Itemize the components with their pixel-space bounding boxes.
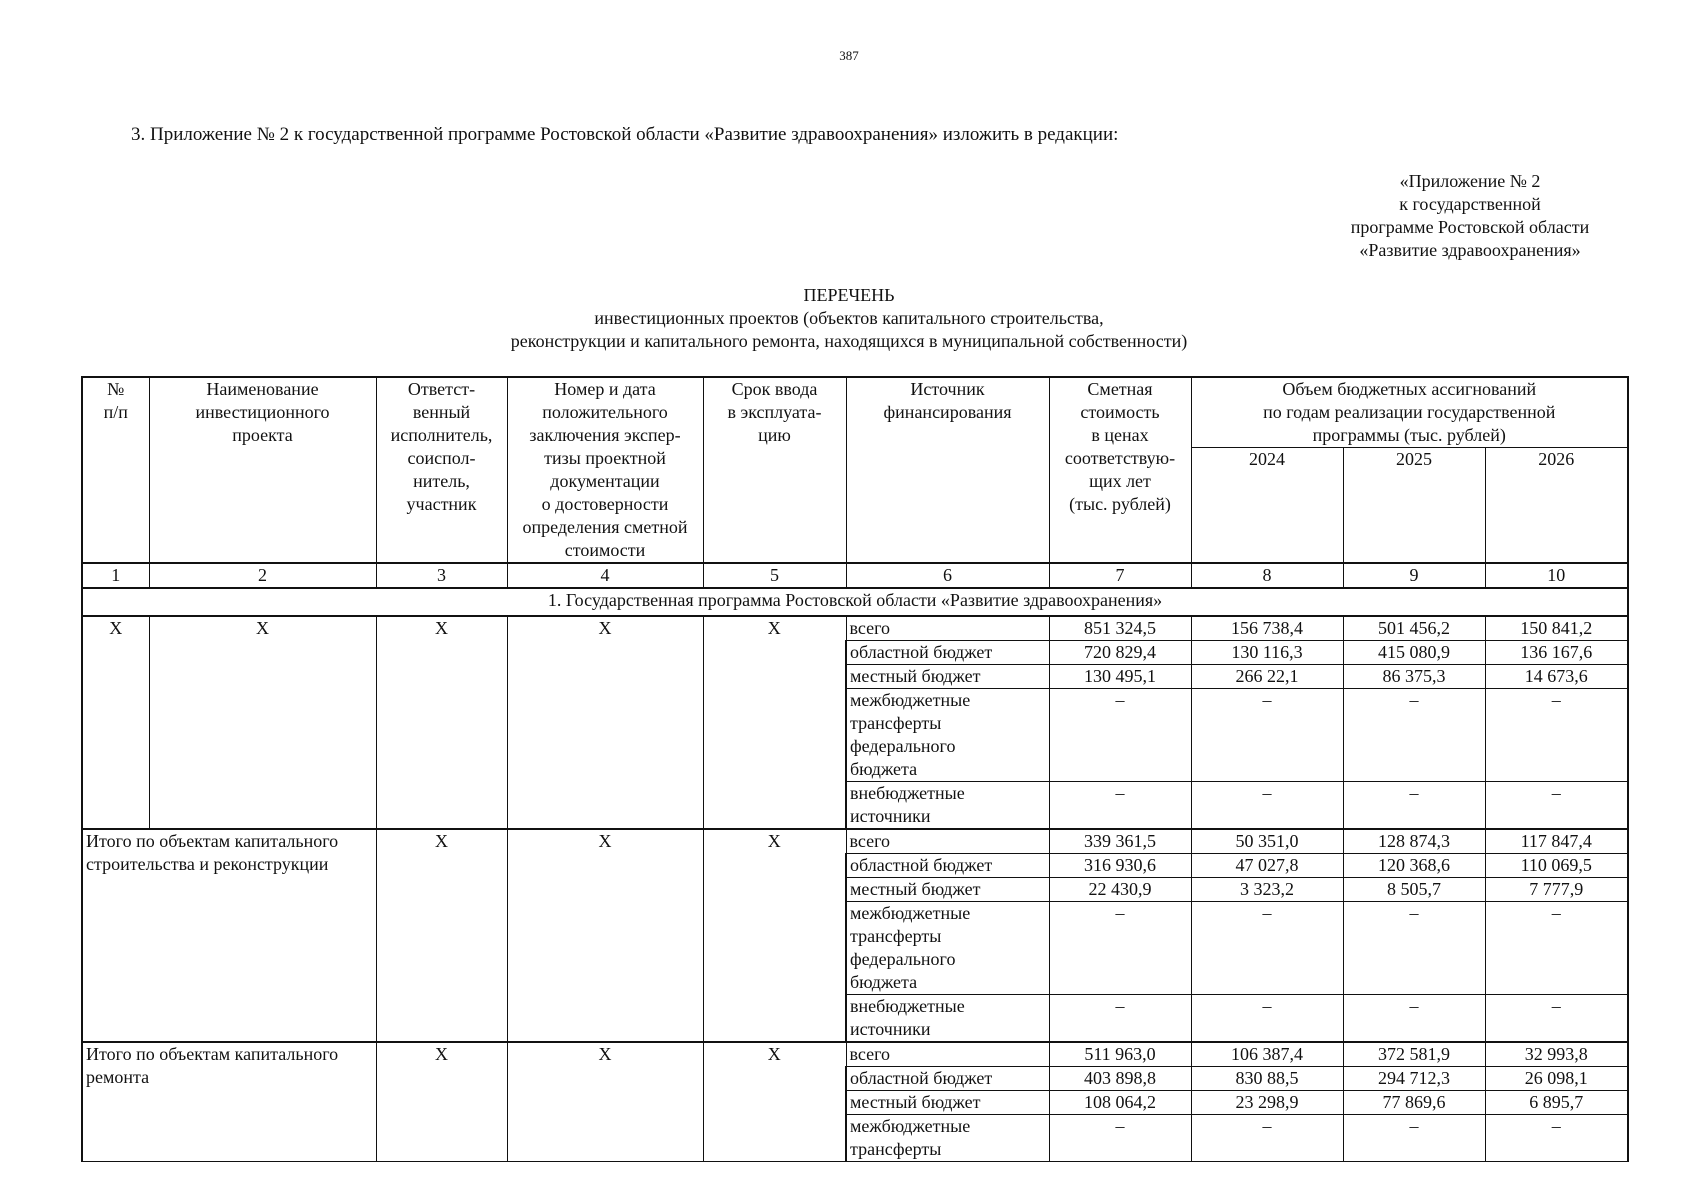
value-2025-cell: 294 712,3 (1343, 1067, 1485, 1091)
table-row (82, 829, 1628, 854)
funding-source-cell: всего (846, 829, 1049, 854)
value-2024-cell: 47 027,8 (1191, 854, 1343, 878)
header-year: 2026 (1485, 448, 1628, 564)
header-line: Объем бюджетных ассигнований (1282, 379, 1537, 399)
column-number: 8 (1191, 563, 1343, 588)
column-number: 1 (82, 563, 149, 588)
header-line: исполнитель, (390, 425, 493, 445)
header-line: Источник (910, 379, 985, 399)
funding-source-cell: местный бюджет (846, 665, 1049, 689)
value-2024-cell: 106 387,4 (1191, 1042, 1343, 1067)
header-line: о достоверности (541, 494, 669, 514)
value-2024-cell: – (1191, 902, 1343, 995)
header-project-name (149, 377, 376, 563)
funding-source-cell: областной бюджет (846, 641, 1049, 665)
funding-source-cell (846, 1115, 1049, 1162)
appendix-line: программе Ростовской области (1350, 217, 1590, 237)
value-2026-cell: 110 069,5 (1485, 854, 1628, 878)
header-line: в эксплуата- (727, 402, 822, 422)
commissioning-cell: X (703, 1042, 846, 1162)
block-name-line: строительства и реконструкции (86, 854, 329, 874)
section-title: 1. Государственная программа Ростовской области «Развитие здравоохранения» (82, 588, 1628, 616)
commissioning-cell: X (703, 616, 846, 829)
header-line: финансирования (883, 402, 1012, 422)
number-cell: X (82, 616, 149, 829)
funding-source-line: трансферты (850, 1139, 942, 1159)
responsible-cell: X (376, 1042, 507, 1162)
expertise-cell: X (507, 1042, 703, 1162)
funding-source-line: источники (850, 806, 931, 826)
header-commissioning (703, 377, 846, 563)
value-2025-cell: 372 581,9 (1343, 1042, 1485, 1067)
value-2025-cell: – (1343, 995, 1485, 1043)
value-2025-cell: – (1343, 782, 1485, 830)
header-expertise (507, 377, 703, 563)
funding-source-cell (846, 689, 1049, 782)
funding-source-line: бюджета (850, 759, 918, 779)
estimated-cost-cell: 130 495,1 (1049, 665, 1191, 689)
estimated-cost-cell: – (1049, 902, 1191, 995)
header-line: соиспол- (407, 448, 476, 468)
expertise-cell: X (507, 829, 703, 1042)
value-2025-cell: 120 368,6 (1343, 854, 1485, 878)
header-line: щих лет (1089, 471, 1151, 491)
title-line: реконструкции и капитального ремонта, находящихся в муниципальной собственности) (510, 331, 1188, 351)
table-row (82, 1042, 1628, 1067)
value-2026-cell: 6 895,7 (1485, 1091, 1628, 1115)
header-line: в ценах (1091, 425, 1149, 445)
header-line: проекта (232, 425, 293, 445)
value-2024-cell: 830 88,5 (1191, 1067, 1343, 1091)
header-year: 2024 (1191, 448, 1343, 564)
header-line: Срок ввода (731, 379, 818, 399)
header-line: тизы проектной (544, 448, 666, 468)
value-2025-cell: 86 375,3 (1343, 665, 1485, 689)
block-name-line: ремонта (86, 1067, 150, 1087)
estimated-cost-cell: – (1049, 689, 1191, 782)
value-2026-cell: 32 993,8 (1485, 1042, 1628, 1067)
investment-projects-table (81, 376, 1629, 1162)
value-2026-cell: 26 098,1 (1485, 1067, 1628, 1091)
header-line: Наименование (206, 379, 319, 399)
header-responsible (376, 377, 507, 563)
funding-source-line: внебюджетные (850, 783, 965, 803)
project-name-cell: X (149, 616, 376, 829)
value-2025-cell: 8 505,7 (1343, 878, 1485, 902)
funding-source-cell: областной бюджет (846, 1067, 1049, 1091)
header-line: венный (412, 402, 471, 422)
header-line: Номер и дата (554, 379, 656, 399)
table-row (82, 616, 1628, 641)
document-title (0, 284, 1698, 353)
column-number: 2 (149, 563, 376, 588)
funding-source-line: федерального (850, 949, 956, 969)
value-2026-cell: 117 847,4 (1485, 829, 1628, 854)
value-2024-cell: – (1191, 782, 1343, 830)
funding-source-cell (846, 995, 1049, 1043)
funding-source-line: трансферты (850, 926, 942, 946)
funding-source-line: источники (850, 1019, 931, 1039)
header-line: нитель, (413, 471, 470, 491)
value-2026-cell: – (1485, 995, 1628, 1043)
header-line: инвестиционного (195, 402, 330, 422)
header-line: (тыс. рублей) (1069, 494, 1171, 514)
commissioning-cell: X (703, 829, 846, 1042)
funding-source-line: межбюджетные (850, 690, 971, 710)
estimated-cost-cell: 511 963,0 (1049, 1042, 1191, 1067)
funding-source-line: трансферты (850, 713, 942, 733)
title-line: инвестиционных проектов (объектов капитального строительства, (594, 308, 1104, 328)
header-line: Сметная (1087, 379, 1153, 399)
column-number: 3 (376, 563, 507, 588)
funding-source-line: федерального (850, 736, 956, 756)
header-budget-allocations (1191, 377, 1628, 448)
estimated-cost-cell: 339 361,5 (1049, 829, 1191, 854)
estimated-cost-cell: 851 324,5 (1049, 616, 1191, 641)
appendix-line: «Приложение № 2 (1399, 171, 1541, 191)
funding-source-cell: местный бюджет (846, 1091, 1049, 1115)
value-2024-cell: – (1191, 689, 1343, 782)
funding-source-cell: местный бюджет (846, 878, 1049, 902)
value-2025-cell: 77 869,6 (1343, 1091, 1485, 1115)
estimated-cost-cell: – (1049, 995, 1191, 1043)
estimated-cost-cell: 403 898,8 (1049, 1067, 1191, 1091)
value-2025-cell: – (1343, 1115, 1485, 1162)
value-2025-cell: – (1343, 689, 1485, 782)
value-2026-cell: 7 777,9 (1485, 878, 1628, 902)
estimated-cost-cell: 720 829,4 (1049, 641, 1191, 665)
title-line: ПЕРЕЧЕНЬ (803, 285, 895, 305)
value-2025-cell: 128 874,3 (1343, 829, 1485, 854)
column-number: 4 (507, 563, 703, 588)
value-2024-cell: 156 738,4 (1191, 616, 1343, 641)
header-line: определения сметной (522, 517, 688, 537)
value-2026-cell: 150 841,2 (1485, 616, 1628, 641)
value-2024-cell: – (1191, 1115, 1343, 1162)
page-number: 387 (839, 48, 859, 63)
value-2024-cell: 130 116,3 (1191, 641, 1343, 665)
funding-source-line: межбюджетные (850, 903, 971, 923)
header-line: п/п (103, 402, 128, 422)
block-name-line: Итого по объектам капитального (86, 1044, 339, 1064)
column-numbers-row (82, 563, 1628, 588)
column-number: 6 (846, 563, 1049, 588)
estimated-cost-cell: – (1049, 782, 1191, 830)
column-number: 5 (703, 563, 846, 588)
header-line: по годам реализации государственной (1263, 402, 1556, 422)
expertise-cell: X (507, 616, 703, 829)
header-line: соответствую- (1064, 448, 1176, 468)
value-2025-cell: – (1343, 902, 1485, 995)
appendix-line: «Развитие здравоохранения» (1359, 240, 1581, 260)
column-number: 10 (1485, 563, 1628, 588)
value-2024-cell: – (1191, 995, 1343, 1043)
header-line: Ответст- (407, 379, 476, 399)
header-year: 2025 (1343, 448, 1485, 564)
column-number: 9 (1343, 563, 1485, 588)
intro-paragraph: 3. Приложение № 2 к государственной программе Ростовской области «Развитие здравоохранения» изложить в редакции: (131, 124, 1119, 145)
header-line: документации (550, 471, 660, 491)
header-line: положительного (542, 402, 668, 422)
header-line: цию (758, 425, 791, 445)
funding-source-cell: областной бюджет (846, 854, 1049, 878)
value-2026-cell: – (1485, 1115, 1628, 1162)
header-funding-source (846, 377, 1049, 563)
funding-source-cell: всего (846, 1042, 1049, 1067)
block-name-line: Итого по объектам капитального (86, 831, 339, 851)
block-name-cell (82, 829, 376, 1042)
header-line: программы (тыс. рублей) (1312, 425, 1506, 445)
header-line: стоимость (1080, 402, 1160, 422)
value-2026-cell: – (1485, 902, 1628, 995)
value-2026-cell: 14 673,6 (1485, 665, 1628, 689)
value-2025-cell: 501 456,2 (1343, 616, 1485, 641)
block-name-cell (82, 1042, 376, 1162)
value-2024-cell: 50 351,0 (1191, 829, 1343, 854)
responsible-cell: X (376, 829, 507, 1042)
appendix-line: к государственной (1399, 194, 1541, 214)
value-2024-cell: 23 298,9 (1191, 1091, 1343, 1115)
estimated-cost-cell: 108 064,2 (1049, 1091, 1191, 1115)
header-estimated-cost (1049, 377, 1191, 563)
value-2024-cell: 3 323,2 (1191, 878, 1343, 902)
responsible-cell: X (376, 616, 507, 829)
estimated-cost-cell: 22 430,9 (1049, 878, 1191, 902)
funding-source-cell: всего (846, 616, 1049, 641)
funding-source-cell (846, 782, 1049, 830)
header-number (82, 377, 149, 563)
value-2026-cell: – (1485, 689, 1628, 782)
estimated-cost-cell: – (1049, 1115, 1191, 1162)
funding-source-line: межбюджетные (850, 1116, 971, 1136)
estimated-cost-cell: 316 930,6 (1049, 854, 1191, 878)
funding-source-line: бюджета (850, 972, 918, 992)
header-line: № (107, 379, 125, 399)
value-2025-cell: 415 080,9 (1343, 641, 1485, 665)
funding-source-cell (846, 902, 1049, 995)
header-line: стоимости (564, 540, 646, 560)
value-2026-cell: 136 167,6 (1485, 641, 1628, 665)
appendix-caption (1290, 170, 1650, 262)
value-2026-cell: – (1485, 782, 1628, 830)
funding-source-line: внебюджетные (850, 996, 965, 1016)
value-2024-cell: 266 22,1 (1191, 665, 1343, 689)
header-line: участник (406, 494, 477, 514)
column-number: 7 (1049, 563, 1191, 588)
header-line: заключения экспер- (529, 425, 681, 445)
